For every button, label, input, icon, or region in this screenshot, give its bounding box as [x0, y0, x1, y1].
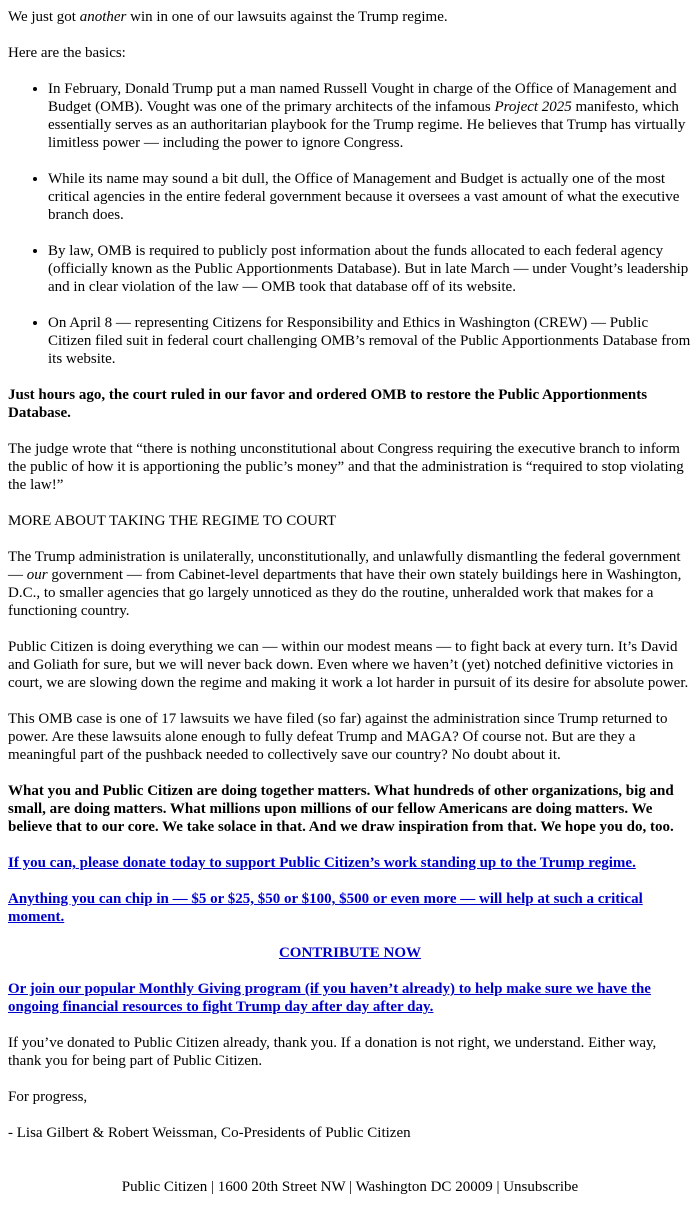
intro-line: We just got another win in one of our lawsuits against the Trump regime.	[8, 9, 448, 25]
ruling-paragraph: Just hours ago, the court ruled in our favor and ordered OMB to restore the Public Apportionments Database.	[8, 387, 648, 421]
list-item: • By law, OMB is required to publicly post information about the funds allocated to each federal agency (officially known as the Public Apportionments Database). But in late March — under Vought’s leadership and in clear violation of the law — OMB took that database off of its website.	[48, 242, 692, 296]
chip-in-paragraph	[8, 890, 692, 926]
footer-address: Public Citizen | 1600 20th Street NW | Washington DC 20009 |	[121, 1179, 504, 1195]
list-item: • In February, Donald Trump put a man named Russell Vought in charge of the Office of Management and Budget (OMB). Vought was one of the primary architects of the infamous Project 2025 manifesto, which essentially serves as an authoritarian playbook for the Trump regime. He believes that Trump has virtually limitless power — including the power to ignore Congress.	[48, 80, 692, 152]
list-item: • On April 8 — representing Citizens for Responsibility and Ethics in Washington (CREW) — Public Citizen filed suit in federal court challenging OMB’s removal of the Public Apportionments Database from its website.	[48, 314, 692, 368]
contribute-paragraph	[8, 944, 692, 962]
basics-list	[8, 80, 692, 368]
monthly-giving-link[interactable]: Or join our popular Monthly Giving program (if you haven’t already) to help make sure we have the ongoing financial resources to fight Trump day after day after day.	[8, 981, 651, 1015]
section-heading: MORE ABOUT TAKING THE REGIME TO COURT	[8, 513, 337, 529]
signature: - Lisa Gilbert & Robert Weissman, Co-Presidents of Public Citizen	[8, 1125, 411, 1141]
david-goliath-paragraph: Public Citizen is doing everything we can — within our modest means — to fight back at every turn. It’s David and Goliath for sure, but we will never back down. Even where we haven’t (yet) notched definitive victories in court, we are slowing down the regime and making it work a lot harder in pursuit of its desire for absolute power.	[8, 639, 689, 691]
monthly-giving-paragraph	[8, 980, 692, 1016]
unsubscribe-link[interactable]: Unsubscribe	[503, 1179, 579, 1195]
contribute-now-link[interactable]: CONTRIBUTE NOW	[278, 945, 422, 961]
thanks-paragraph: If you’ve donated to Public Citizen already, thank you. If a donation is not right, we understand. Either way, thank you for being part of Public Citizen.	[8, 1035, 657, 1069]
donate-today-paragraph	[8, 854, 692, 872]
footer	[8, 1178, 692, 1196]
basics-line: Here are the basics:	[8, 45, 126, 61]
chip-in-link[interactable]: Anything you can chip in — $5 or $25, $50 or $100, $500 or even more — will help at such a critical moment.	[8, 891, 643, 925]
list-item: • While its name may sound a bit dull, the Office of Management and Budget is actually one of the most critical agencies in the entire federal government because it oversees a vast amount of what the executive branch does.	[48, 170, 692, 224]
judge-quote-paragraph: The judge wrote that “there is nothing unconstitutional about Congress requiring the executive branch to inform the public of how it is apportioning the public’s money” and that the administration is “required to stop violating the law!”	[8, 441, 684, 493]
project-2025-emphasis: Project 2025	[494, 99, 572, 115]
lawsuits-paragraph: This OMB case is one of 17 lawsuits we have filed (so far) against the administration since Trump returned to power. Are these lawsuits alone enough to fully defeat Trump and MAGA? Of course not. But are they a meaningful part of the pushback needed to collectively save our country? No doubt about it.	[8, 711, 668, 763]
signoff: For progress,	[8, 1089, 88, 1105]
our-emphasis: our	[26, 567, 48, 583]
donate-today-link[interactable]: If you can, please donate today to support Public Citizen’s work standing up to the Trump regime.	[8, 855, 636, 871]
dismantling-paragraph: The Trump administration is unilaterally, unconstitutionally, and unlawfully dismantling the federal government — our government — from Cabinet-level departments that have their own stately buildings here in Washington, D.C., to smaller agencies that go largely unnoticed as they do the routine, unheralded work that makes for a functioning country.	[8, 549, 682, 619]
matters-paragraph: What you and Public Citizen are doing together matters. What hundreds of other organizations, big and small, are doing matters. What millions upon millions of our fellow Americans are doing matters. We believe that to our core. We take solace in that. And we draw inspiration from that. We hope you do, too.	[8, 783, 674, 835]
intro-emphasis: another	[79, 9, 127, 25]
